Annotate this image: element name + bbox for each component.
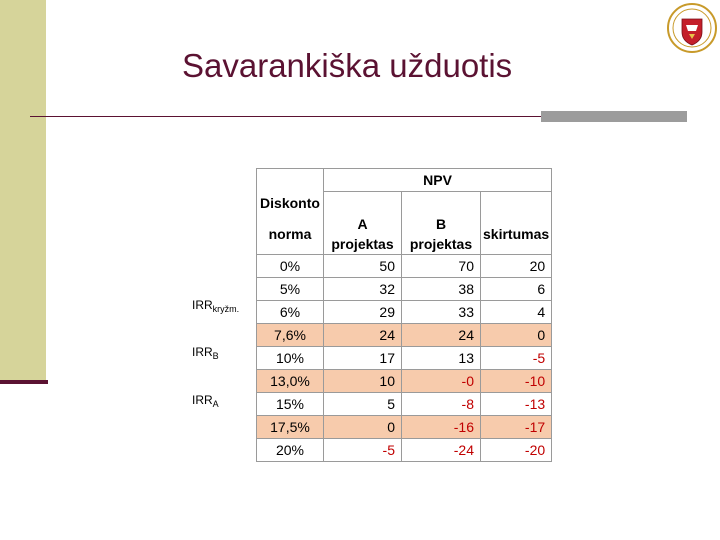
rate-header-line1: Diskonto xyxy=(257,192,324,215)
npv-a-cell: 5 xyxy=(324,393,402,416)
rate-cell: 0% xyxy=(257,255,324,278)
npv-diff-cell: -13 xyxy=(481,393,552,416)
npv-a-cell: 29 xyxy=(324,301,402,324)
npv-diff-cell: 0 xyxy=(481,324,552,347)
npv-b-cell: -0 xyxy=(402,370,481,393)
rate-cell: 17,5% xyxy=(257,416,324,439)
npv-a-cell: 50 xyxy=(324,255,402,278)
table-row xyxy=(257,393,552,416)
column-header-b: B projektas xyxy=(402,214,481,255)
rate-cell: 7,6% xyxy=(257,324,324,347)
table-header-row-3 xyxy=(257,214,552,255)
rate-cell: 20% xyxy=(257,439,324,462)
npv-b-cell: 13 xyxy=(402,347,481,370)
npv-diff-cell: -17 xyxy=(481,416,552,439)
irr-a-label-main: IRR xyxy=(192,393,213,407)
table-row xyxy=(257,324,552,347)
npv-a-cell: 10 xyxy=(324,370,402,393)
column-header-diff: skirtumas xyxy=(481,214,552,255)
npv-table xyxy=(256,168,552,462)
rate-cell: 10% xyxy=(257,347,324,370)
npv-a-cell: 17 xyxy=(324,347,402,370)
npv-b-cell: 24 xyxy=(402,324,481,347)
npv-a-cell: 0 xyxy=(324,416,402,439)
npv-b-cell: -16 xyxy=(402,416,481,439)
side-accent-base xyxy=(0,380,48,384)
table-row xyxy=(257,255,552,278)
irr-crossover-label xyxy=(192,298,239,314)
table-row xyxy=(257,370,552,393)
npv-group-header: NPV xyxy=(324,169,552,192)
irr-b-label-subscript: B xyxy=(212,351,219,361)
npv-b-cell: -8 xyxy=(402,393,481,416)
header-blank xyxy=(324,192,402,215)
npv-a-cell: 32 xyxy=(324,278,402,301)
header-blank xyxy=(402,192,481,215)
rate-cell: 15% xyxy=(257,393,324,416)
column-header-a: A projektas xyxy=(324,214,402,255)
table-row xyxy=(257,439,552,462)
npv-a-cell: 24 xyxy=(324,324,402,347)
npv-a-cell: -5 xyxy=(324,439,402,462)
irr-a-label-subscript: A xyxy=(212,399,219,409)
slide-title: Savarankiška užduotis xyxy=(182,47,513,84)
npv-b-cell: -24 xyxy=(402,439,481,462)
npv-b-cell: 70 xyxy=(402,255,481,278)
npv-diff-cell: -5 xyxy=(481,347,552,370)
rate-cell: 6% xyxy=(257,301,324,324)
irr-b-label-main: IRR xyxy=(192,345,213,359)
university-seal-icon xyxy=(666,2,718,54)
rate-header-line2: norma xyxy=(257,214,324,255)
irr-crossover-label-main: IRR xyxy=(192,298,213,312)
npv-diff-cell: 4 xyxy=(481,301,552,324)
table-row xyxy=(257,278,552,301)
npv-diff-cell: 6 xyxy=(481,278,552,301)
npv-diff-cell: -20 xyxy=(481,439,552,462)
table-row xyxy=(257,301,552,324)
irr-a-label xyxy=(192,393,219,409)
header-spacer xyxy=(257,169,324,192)
table-row xyxy=(257,416,552,439)
side-accent-bar xyxy=(0,0,46,380)
npv-diff-cell: 20 xyxy=(481,255,552,278)
title-divider xyxy=(30,116,542,117)
table-header-row-2 xyxy=(257,192,552,215)
npv-diff-cell: -10 xyxy=(481,370,552,393)
table-header-row-1 xyxy=(257,169,552,192)
irr-crossover-label-subscript: kryžm. xyxy=(212,304,240,314)
table-row xyxy=(257,347,552,370)
npv-b-cell: 33 xyxy=(402,301,481,324)
irr-b-label xyxy=(192,345,219,361)
rate-cell: 5% xyxy=(257,278,324,301)
title-divider-accent xyxy=(541,111,687,122)
rate-cell: 13,0% xyxy=(257,370,324,393)
header-blank xyxy=(481,192,552,215)
npv-b-cell: 38 xyxy=(402,278,481,301)
